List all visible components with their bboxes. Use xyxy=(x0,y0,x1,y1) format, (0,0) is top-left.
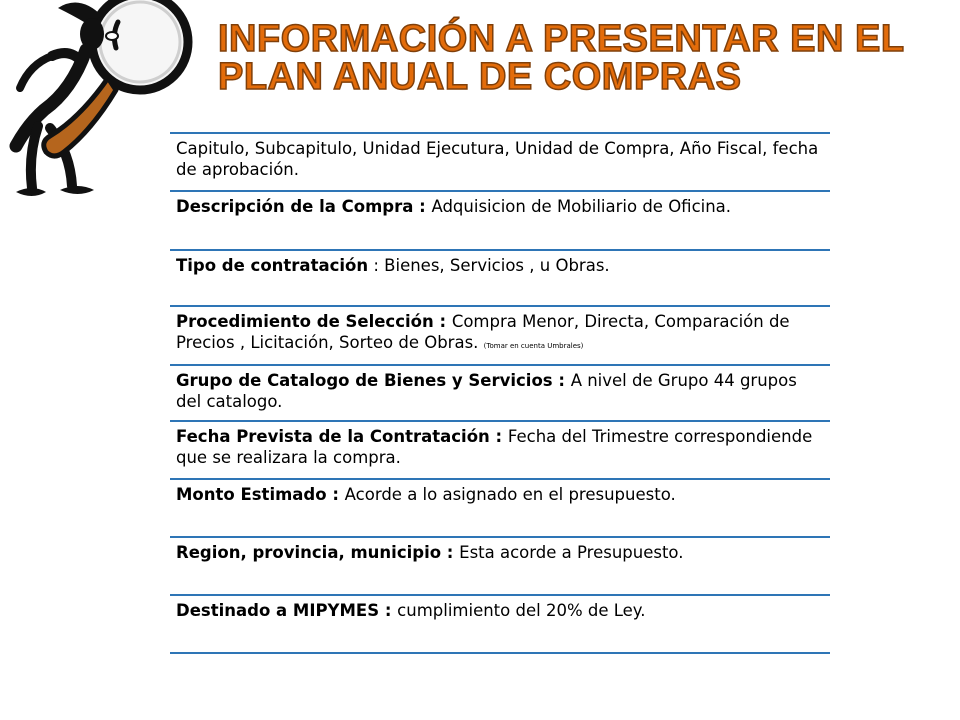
row-tipo-contratacion xyxy=(170,249,830,305)
row-text: cumplimiento del 20% de Ley. xyxy=(397,601,646,620)
row-label: Destinado a MIPYMES : xyxy=(176,601,398,620)
row-fecha-prevista xyxy=(170,420,830,478)
row-text: Acorde a lo asignado en el presupuesto. xyxy=(344,485,676,504)
row-text: Capitulo, Subcapitulo, Unidad Ejecutura, Unidad de Compra, Año Fiscal, fecha de aprobación. xyxy=(176,139,819,179)
row-monto-estimado xyxy=(170,478,830,536)
row-mipymes xyxy=(170,594,830,652)
row-text: Esta acorde a Presupuesto. xyxy=(459,543,684,562)
title-line-2: PLAN ANUAL DE COMPRAS xyxy=(218,56,742,98)
row-note: (Tomar en cuenta Umbrales) xyxy=(483,342,584,350)
row-label: Descripción de la Compra : xyxy=(176,197,432,216)
row-label: Region, provincia, municipio : xyxy=(176,543,460,562)
title-line-1: INFORMACIÓN A PRESENTAR EN EL xyxy=(218,18,905,60)
row-label: Procedimiento de Selección : xyxy=(176,312,452,331)
row-procedimiento xyxy=(170,305,830,364)
row-region xyxy=(170,536,830,594)
row-descripcion xyxy=(170,190,830,249)
row-text: Fecha del Trimestre correspondiende que se realizara la compra. xyxy=(176,427,813,467)
row-capitulo xyxy=(170,132,830,190)
row-label: Tipo de contratación xyxy=(176,256,369,275)
row-text: : Bienes, Servicios , u Obras. xyxy=(368,256,610,275)
row-grupo-catalogo xyxy=(170,364,830,420)
row-text: Compra Menor, Directa, Comparación de Precios , Licitación, Sorteo de Obras. xyxy=(176,312,790,352)
row-label: Fecha Prevista de la Contratación : xyxy=(176,427,508,446)
row-text: Adquisicion de Mobiliario de Oficina. xyxy=(431,197,732,216)
info-table xyxy=(170,132,830,654)
table-bottom-divider xyxy=(170,652,830,654)
row-text: A nivel de Grupo 44 grupos del catalogo. xyxy=(176,371,797,411)
page-title xyxy=(218,20,918,96)
row-label: Monto Estimado : xyxy=(176,485,345,504)
row-label: Grupo de Catalogo de Bienes y Servicios : xyxy=(176,371,571,390)
